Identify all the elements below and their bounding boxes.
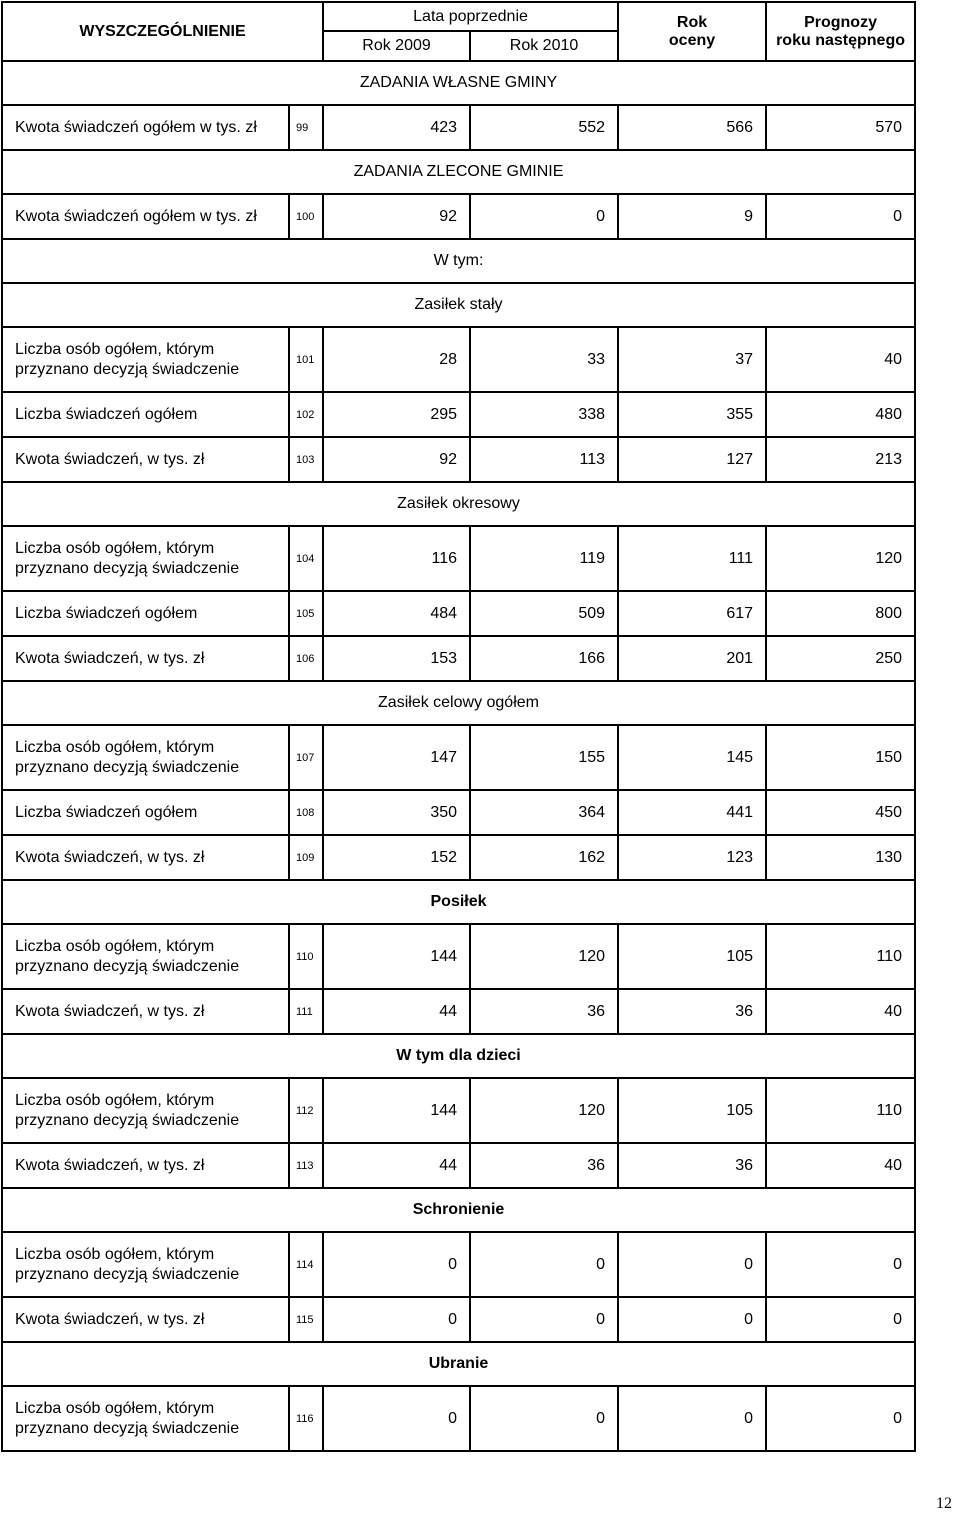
section-row [2,1188,915,1232]
section-heading: Posiłek [2,880,915,924]
row-label [2,392,289,437]
value-2010: 155 [470,725,618,790]
value-evaluation-year: 105 [618,924,766,989]
value-2010: 33 [470,327,618,392]
value-2010: 0 [470,194,618,239]
row-label-line1: Liczba świadczeń ogółem [15,604,198,622]
row-label [2,105,289,150]
section-heading: Schronienie [2,1188,915,1232]
row-label-line1: Kwota świadczeń, w tys. zł [15,1002,205,1020]
table-body [2,61,915,1451]
value-2009: 144 [323,1078,470,1143]
row-label [2,636,289,681]
row-label-line2: przyznano decyzją świadczenie [15,758,240,776]
row-label-line1: Liczba osób ogółem, którym [15,340,215,358]
header-previous-years: Lata poprzednie [323,2,618,31]
section-row [2,283,915,327]
table-row [2,835,915,880]
row-label [2,725,289,790]
value-2010: 0 [470,1297,618,1342]
table-row [2,924,915,989]
value-forecast: 0 [766,1297,915,1342]
section-row [2,61,915,105]
table-row [2,1297,915,1342]
value-evaluation-year: 0 [618,1297,766,1342]
section-row [2,150,915,194]
value-evaluation-year: 201 [618,636,766,681]
row-label-line1: Kwota świadczeń, w tys. zł [15,450,205,468]
row-label-line2: przyznano decyzją świadczenie [15,559,240,577]
row-label [2,1297,289,1342]
row-label [2,989,289,1034]
value-2009: 28 [323,327,470,392]
value-2010: 36 [470,1143,618,1188]
value-2009: 92 [323,194,470,239]
section-row [2,239,915,283]
row-code: 103 [289,437,323,482]
row-code: 105 [289,591,323,636]
row-label [2,526,289,591]
row-label-line1: Kwota świadczeń, w tys. zł [15,649,205,667]
table-row [2,1078,915,1143]
header-forecast-line1: Prognozy [804,13,877,31]
value-forecast: 110 [766,924,915,989]
value-evaluation-year: 145 [618,725,766,790]
row-code: 101 [289,327,323,392]
section-heading: ZADANIA WŁASNE GMINY [2,61,915,105]
page-number: 12 [936,1495,952,1512]
row-label [2,1386,289,1451]
value-forecast: 150 [766,725,915,790]
value-2010: 166 [470,636,618,681]
value-forecast: 40 [766,989,915,1034]
row-label [2,327,289,392]
row-label [2,790,289,835]
value-evaluation-year: 37 [618,327,766,392]
section-row [2,880,915,924]
value-evaluation-year: 566 [618,105,766,150]
value-2010: 364 [470,790,618,835]
row-label-line1: Liczba osób ogółem, którym [15,539,215,557]
header-year-2010: Rok 2010 [470,31,618,61]
value-2009: 423 [323,105,470,150]
row-code: 100 [289,194,323,239]
row-label-line2: przyznano decyzją świadczenie [15,1111,240,1129]
value-forecast: 480 [766,392,915,437]
value-forecast: 570 [766,105,915,150]
row-label [2,591,289,636]
row-label-line1: Liczba świadczeń ogółem [15,803,198,821]
row-label-line1: Liczba osób ogółem, którym [15,738,215,756]
value-forecast: 250 [766,636,915,681]
value-2009: 44 [323,989,470,1034]
value-2010: 120 [470,924,618,989]
value-evaluation-year: 123 [618,835,766,880]
benefits-table [1,1,916,1452]
row-code: 107 [289,725,323,790]
value-2010: 338 [470,392,618,437]
section-row [2,1342,915,1386]
row-label [2,437,289,482]
row-code: 99 [289,105,323,150]
value-evaluation-year: 0 [618,1232,766,1297]
value-2009: 0 [323,1297,470,1342]
row-label-line2: przyznano decyzją świadczenie [15,957,240,975]
row-code: 109 [289,835,323,880]
row-code: 115 [289,1297,323,1342]
value-2009: 144 [323,924,470,989]
row-label-line1: Liczba osób ogółem, którym [15,1399,215,1417]
table-row [2,790,915,835]
section-row [2,1034,915,1078]
row-label-line1: Kwota świadczeń, w tys. zł [15,1310,205,1328]
value-2009: 153 [323,636,470,681]
value-2010: 113 [470,437,618,482]
section-heading: ZADANIA ZLECONE GMINIE [2,150,915,194]
row-label-line1: Kwota świadczeń, w tys. zł [15,848,205,866]
value-forecast: 40 [766,1143,915,1188]
row-label-line1: Liczba osób ogółem, którym [15,937,215,955]
table-row [2,105,915,150]
section-heading: W tym dla dzieci [2,1034,915,1078]
row-label-line2: przyznano decyzją świadczenie [15,1265,240,1283]
table-row [2,392,915,437]
value-2009: 0 [323,1386,470,1451]
row-label [2,1078,289,1143]
row-label-line1: Kwota świadczeń, w tys. zł [15,1156,205,1174]
value-2010: 0 [470,1386,618,1451]
row-label-line2: przyznano decyzją świadczenie [15,360,240,378]
row-code: 104 [289,526,323,591]
value-forecast: 450 [766,790,915,835]
table-row [2,327,915,392]
table-row [2,526,915,591]
value-2009: 350 [323,790,470,835]
section-heading: Zasiłek okresowy [2,482,915,526]
header-description: WYSZCZEGÓLNIENIE [2,2,323,61]
row-label-line1: Liczba osób ogółem, którym [15,1245,215,1263]
value-2009: 92 [323,437,470,482]
value-forecast: 0 [766,1386,915,1451]
row-code: 108 [289,790,323,835]
section-heading: Zasiłek stały [2,283,915,327]
header-forecast-line2: roku następnego [776,31,905,49]
row-label-line1: Liczba osób ogółem, którym [15,1091,215,1109]
row-code: 111 [289,989,323,1034]
table-row [2,1143,915,1188]
value-evaluation-year: 355 [618,392,766,437]
value-forecast: 800 [766,591,915,636]
row-label [2,1143,289,1188]
table-row [2,989,915,1034]
value-forecast: 0 [766,1232,915,1297]
value-evaluation-year: 127 [618,437,766,482]
header-evaluation-year [618,2,766,61]
value-evaluation-year: 111 [618,526,766,591]
header-forecast [766,2,915,61]
value-2010: 552 [470,105,618,150]
row-label [2,924,289,989]
value-forecast: 40 [766,327,915,392]
row-label-line1: Kwota świadczeń ogółem w tys. zł [15,118,257,136]
value-evaluation-year: 617 [618,591,766,636]
value-2010: 0 [470,1232,618,1297]
value-2010: 36 [470,989,618,1034]
section-row [2,681,915,725]
row-code: 112 [289,1078,323,1143]
table-row [2,437,915,482]
value-2010: 119 [470,526,618,591]
value-forecast: 110 [766,1078,915,1143]
section-heading: W tym: [2,239,915,283]
header-year-2009: Rok 2009 [323,31,470,61]
section-heading: Ubranie [2,1342,915,1386]
row-label-line1: Kwota świadczeń ogółem w tys. zł [15,207,257,225]
value-2009: 152 [323,835,470,880]
value-evaluation-year: 36 [618,1143,766,1188]
row-code: 116 [289,1386,323,1451]
row-code: 114 [289,1232,323,1297]
header-evaluation-line1: Rok [676,13,708,31]
value-forecast: 0 [766,194,915,239]
row-label-line2: przyznano decyzją świadczenie [15,1419,240,1437]
value-2009: 484 [323,591,470,636]
row-code: 102 [289,392,323,437]
value-evaluation-year: 105 [618,1078,766,1143]
value-2010: 162 [470,835,618,880]
table-row [2,1232,915,1297]
value-2009: 147 [323,725,470,790]
value-2009: 295 [323,392,470,437]
row-code: 106 [289,636,323,681]
value-forecast: 213 [766,437,915,482]
row-label [2,194,289,239]
value-evaluation-year: 9 [618,194,766,239]
table-row [2,591,915,636]
value-evaluation-year: 0 [618,1386,766,1451]
row-code: 113 [289,1143,323,1188]
table-row [2,725,915,790]
table-row [2,636,915,681]
row-code: 110 [289,924,323,989]
row-label [2,1232,289,1297]
table-row [2,194,915,239]
value-2010: 120 [470,1078,618,1143]
value-2009: 44 [323,1143,470,1188]
row-label-line1: Liczba świadczeń ogółem [15,405,198,423]
row-label [2,835,289,880]
value-forecast: 130 [766,835,915,880]
value-evaluation-year: 441 [618,790,766,835]
value-2009: 0 [323,1232,470,1297]
value-forecast: 120 [766,526,915,591]
value-2009: 116 [323,526,470,591]
section-row [2,482,915,526]
value-evaluation-year: 36 [618,989,766,1034]
table-row [2,1386,915,1451]
value-2010: 509 [470,591,618,636]
header-evaluation-line2: oceny [668,31,716,49]
section-heading: Zasiłek celowy ogółem [2,681,915,725]
